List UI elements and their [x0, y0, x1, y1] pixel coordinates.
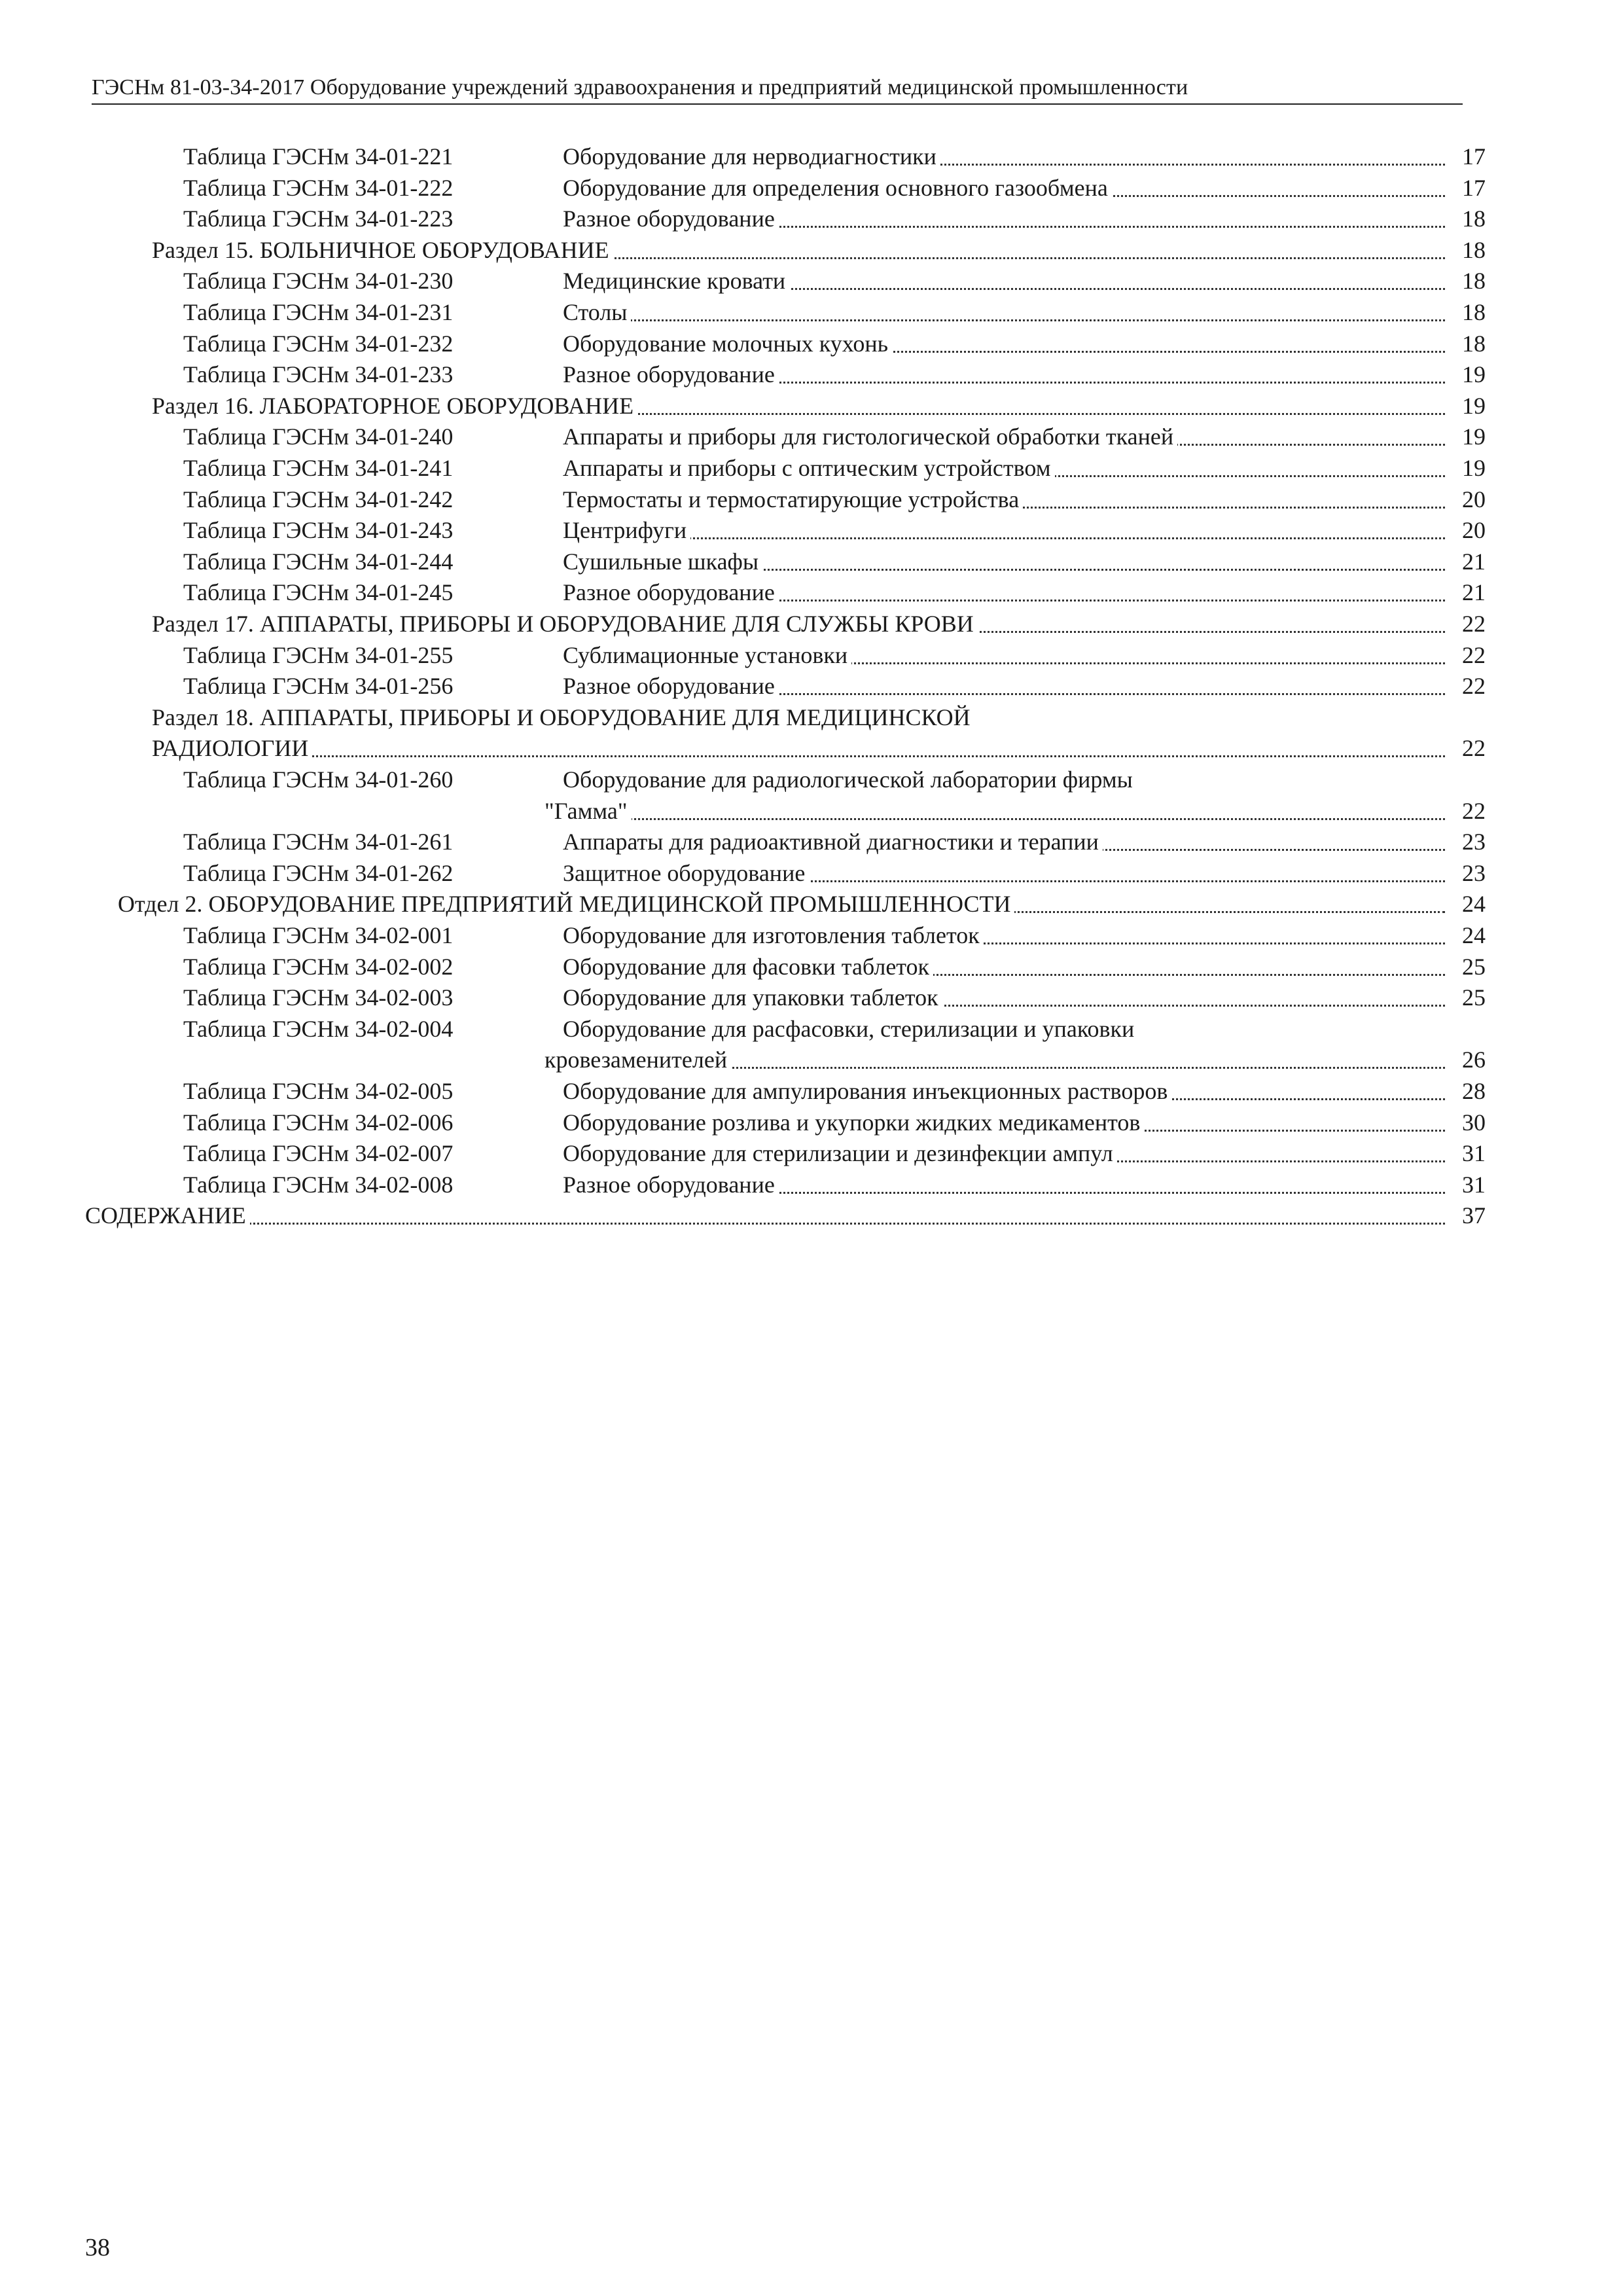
- toc-section-title: Раздел 18. АППАРАТЫ, ПРИБОРЫ И ОБОРУДОВАНИЕ ДЛЯ МЕДИЦИНСКОЙ: [152, 704, 974, 730]
- toc-table-number: Таблица ГЭСНм 34-02-005: [183, 1078, 454, 1104]
- toc-row: [0, 203, 1623, 234]
- toc-table-number: Таблица ГЭСНм 34-01-244: [183, 548, 454, 575]
- toc-entry-title: Сушильные шкафы: [563, 548, 762, 575]
- toc-page-number: 22: [1448, 670, 1486, 702]
- toc-table-number: Таблица ГЭСНм 34-01-242: [183, 486, 454, 512]
- toc-entry-title: Разное оборудование: [563, 579, 779, 605]
- toc-page-number: 17: [1448, 172, 1486, 204]
- dot-leader: [563, 1107, 1445, 1138]
- toc-entry-title: Разное оборудование: [563, 361, 779, 387]
- running-header: ГЭСНм 81-03-34-2017 Оборудование учреждений здравоохранения и предприятий медицинской промышленности: [92, 73, 1463, 105]
- toc-entry-title: Столы: [563, 299, 631, 325]
- toc-entry-title: Оборудование для радиологической лаборатории фирмы: [563, 766, 1137, 793]
- page-number: 38: [85, 2234, 110, 2261]
- dot-leader: [563, 359, 1445, 390]
- dot-leader: [563, 764, 1445, 795]
- toc-page-number: 19: [1448, 452, 1486, 484]
- dot-leader: [563, 514, 1445, 546]
- toc-entry-title: Аппараты для радиоактивной диагностики и терапии: [563, 829, 1103, 855]
- toc-row: [0, 1200, 1623, 1231]
- toc-row: [0, 514, 1623, 546]
- dot-leader: [563, 670, 1445, 702]
- toc-entry-title: Оборудование для ампулирования инъекционных растворов: [563, 1078, 1171, 1104]
- toc-page-number: 23: [1448, 857, 1486, 889]
- dot-leader: [563, 826, 1445, 857]
- dot-leader: [563, 1075, 1445, 1107]
- toc-entry-title: Разное оборудование: [563, 1172, 779, 1198]
- toc-row: [0, 795, 1623, 827]
- toc-row: [0, 359, 1623, 390]
- toc-page-number: 22: [1448, 639, 1486, 671]
- toc-table-number: Таблица ГЭСНм 34-01-233: [183, 361, 454, 388]
- toc-entry-title: Сублимационные установки: [563, 642, 851, 668]
- toc-table-number: Таблица ГЭСНм 34-01-255: [183, 641, 454, 668]
- dot-leader: [544, 1044, 1445, 1075]
- toc-table-number: Таблица ГЭСНм 34-02-007: [183, 1140, 454, 1167]
- toc-row: [0, 546, 1623, 577]
- toc-page-number: 24: [1448, 920, 1486, 951]
- toc-row: [0, 484, 1623, 515]
- toc-table-number: Таблица ГЭСНм 34-01-231: [183, 299, 454, 325]
- toc-table-number: Таблица ГЭСНм 34-02-001: [183, 922, 454, 948]
- toc-table-number: Таблица ГЭСНм 34-01-221: [183, 143, 454, 170]
- toc-page-number: 22: [1448, 608, 1486, 639]
- toc-page-number: 19: [1448, 390, 1486, 422]
- toc-row: [0, 1138, 1623, 1169]
- dot-leader: [152, 390, 1445, 422]
- toc-entry-title: Оборудование для нерводиагностики: [563, 143, 940, 170]
- dot-leader: [563, 484, 1445, 515]
- toc-table-number: Таблица ГЭСНм 34-01-243: [183, 517, 454, 544]
- toc-table-number: Таблица ГЭСНм 34-01-241: [183, 455, 454, 481]
- toc-row: [0, 141, 1623, 172]
- dot-leader: [563, 1013, 1445, 1045]
- toc-row: [0, 608, 1623, 639]
- toc-table-number: Таблица ГЭСНм 34-02-003: [183, 984, 454, 1011]
- toc-page-number: 20: [1448, 484, 1486, 515]
- toc-entry-title-cont: кровезаменителей: [544, 1047, 731, 1073]
- toc-row: [0, 1107, 1623, 1138]
- dot-leader: [563, 1169, 1445, 1200]
- toc-table-number: Таблица ГЭСНм 34-02-008: [183, 1171, 454, 1198]
- toc-row: [0, 452, 1623, 484]
- toc-entry-title: Оборудование розлива и укупорки жидких медикаментов: [563, 1109, 1144, 1136]
- dot-leader: [563, 452, 1445, 484]
- dot-leader: [563, 296, 1445, 328]
- toc-page-number: 31: [1448, 1138, 1486, 1169]
- toc-section-title: Раздел 16. ЛАБОРАТОРНОЕ ОБОРУДОВАНИЕ: [152, 393, 637, 419]
- toc-table-number: Таблица ГЭСНм 34-01-262: [183, 859, 454, 886]
- dot-leader: [563, 172, 1445, 204]
- toc-row: [0, 296, 1623, 328]
- toc-row: [0, 951, 1623, 982]
- toc-row: [0, 265, 1623, 296]
- dot-leader: [563, 577, 1445, 608]
- dot-leader: [563, 546, 1445, 577]
- toc-page-number: 19: [1448, 421, 1486, 452]
- toc-row: [0, 1169, 1623, 1200]
- dot-leader: [152, 702, 1445, 733]
- toc-contents-title: СОДЕРЖАНИЕ: [85, 1202, 250, 1229]
- toc-row: [0, 670, 1623, 702]
- toc-row: [0, 1044, 1623, 1075]
- toc-entry-title: Оборудование для определения основного газообмена: [563, 175, 1112, 201]
- dot-leader: [152, 234, 1445, 266]
- toc-section-title: Раздел 15. БОЛЬНИЧНОЕ ОБОРУДОВАНИЕ: [152, 237, 613, 263]
- toc-table-number: Таблица ГЭСНм 34-01-222: [183, 174, 454, 201]
- dot-leader: [563, 328, 1445, 359]
- toc-page-number: 18: [1448, 328, 1486, 359]
- dot-leader: [563, 951, 1445, 982]
- toc-table-number: Таблица ГЭСНм 34-01-232: [183, 330, 454, 357]
- toc-row: [0, 421, 1623, 452]
- toc-row: [0, 577, 1623, 608]
- toc-row: [0, 1013, 1623, 1045]
- toc-row: [0, 888, 1623, 920]
- toc-row: [0, 732, 1623, 764]
- dot-leader: [563, 857, 1445, 889]
- toc-page-number: 23: [1448, 826, 1486, 857]
- dot-leader: [152, 608, 1445, 639]
- toc-table-number: Таблица ГЭСНм 34-01-240: [183, 423, 454, 450]
- toc-page-number: 26: [1448, 1044, 1486, 1075]
- toc-page-number: 18: [1448, 203, 1486, 234]
- toc-row: [0, 826, 1623, 857]
- toc-row: [0, 328, 1623, 359]
- dot-leader: [563, 639, 1445, 671]
- toc-row: [0, 764, 1623, 795]
- toc-row: [0, 982, 1623, 1013]
- toc-table-number: Таблица ГЭСНм 34-01-245: [183, 579, 454, 606]
- toc-entry-title: Медицинские кровати: [563, 268, 789, 294]
- toc-entry-title: Оборудование для расфасовки, стерилизации и упаковки: [563, 1016, 1138, 1042]
- toc-page-number: 18: [1448, 265, 1486, 296]
- toc-entry-title: Оборудование молочных кухонь: [563, 331, 892, 357]
- toc-page-number: 28: [1448, 1075, 1486, 1107]
- toc-page-number: 22: [1448, 732, 1486, 764]
- toc-page-number: 21: [1448, 546, 1486, 577]
- toc-table-number: Таблица ГЭСНм 34-01-230: [183, 268, 454, 295]
- toc-table-number: Таблица ГЭСНм 34-02-006: [183, 1109, 454, 1136]
- dot-leader: [563, 203, 1445, 234]
- toc-page-number: 25: [1448, 951, 1486, 982]
- toc-table-number: Таблица ГЭСНм 34-01-256: [183, 673, 454, 700]
- toc-page-number: 25: [1448, 982, 1486, 1013]
- toc-table-number: Таблица ГЭСНм 34-02-002: [183, 953, 454, 980]
- toc-entry-title: Разное оборудование: [563, 673, 779, 699]
- toc-row: [0, 172, 1623, 204]
- toc-entry-title: Разное оборудование: [563, 206, 779, 232]
- toc-page-number: 22: [1448, 795, 1486, 827]
- dot-leader: [563, 265, 1445, 296]
- toc-row: [0, 1075, 1623, 1107]
- toc-entry-title: Оборудование для фасовки таблеток: [563, 954, 933, 980]
- toc-row: [0, 857, 1623, 889]
- toc-row: [0, 920, 1623, 951]
- toc-entry-title: Аппараты и приборы для гистологической обработки тканей: [563, 423, 1177, 450]
- toc-page-number: 17: [1448, 141, 1486, 172]
- toc-page-number: 30: [1448, 1107, 1486, 1138]
- dot-leader: [563, 920, 1445, 951]
- toc-entry-title: Защитное оборудование: [563, 860, 809, 886]
- toc-page-number: 20: [1448, 514, 1486, 546]
- toc-table-number: Таблица ГЭСНм 34-02-004: [183, 1015, 454, 1042]
- toc-page-number: 37: [1448, 1200, 1486, 1231]
- dot-leader: [563, 982, 1445, 1013]
- toc-section-title-cont: РАДИОЛОГИИ: [152, 735, 312, 761]
- toc-section-title: Раздел 17. АППАРАТЫ, ПРИБОРЫ И ОБОРУДОВАНИЕ ДЛЯ СЛУЖБЫ КРОВИ: [152, 611, 978, 637]
- toc-page-number: 19: [1448, 359, 1486, 390]
- toc-table-number: Таблица ГЭСНм 34-01-261: [183, 829, 454, 855]
- dot-leader: [118, 888, 1445, 920]
- toc-table-number: Таблица ГЭСНм 34-01-223: [183, 206, 454, 232]
- toc-page-number: 18: [1448, 234, 1486, 266]
- toc-row: [0, 234, 1623, 266]
- toc-entry-title: Аппараты и приборы с оптическим устройством: [563, 455, 1055, 481]
- toc-entry-title: Оборудование для упаковки таблеток: [563, 984, 942, 1011]
- toc-row: [0, 639, 1623, 671]
- dot-leader: [152, 732, 1445, 764]
- dot-leader: [85, 1200, 1445, 1231]
- dot-leader: [563, 1138, 1445, 1169]
- toc-entry-title: Оборудование для стерилизации и дезинфекции ампул: [563, 1140, 1117, 1166]
- dot-leader: [544, 795, 1445, 827]
- toc-page-number: 21: [1448, 577, 1486, 608]
- toc-table-number: Таблица ГЭСНм 34-01-260: [183, 766, 454, 793]
- toc-entry-title: Термостаты и термостатирующие устройства: [563, 486, 1023, 512]
- dot-leader: [563, 141, 1445, 172]
- toc-row: [0, 390, 1623, 422]
- toc-page-number: 24: [1448, 888, 1486, 920]
- toc-page-number: 31: [1448, 1169, 1486, 1200]
- toc-entry-title: Центрифуги: [563, 517, 690, 543]
- toc-entry-title: Оборудование для изготовления таблеток: [563, 922, 984, 948]
- toc-row: [0, 702, 1623, 733]
- toc-section-title: Отдел 2. ОБОРУДОВАНИЕ ПРЕДПРИЯТИЙ МЕДИЦИНСКОЙ ПРОМЫШЛЕННОСТИ: [118, 891, 1014, 917]
- toc-entry-title-cont: "Гамма": [544, 798, 632, 824]
- dot-leader: [563, 421, 1445, 452]
- toc-page-number: 18: [1448, 296, 1486, 328]
